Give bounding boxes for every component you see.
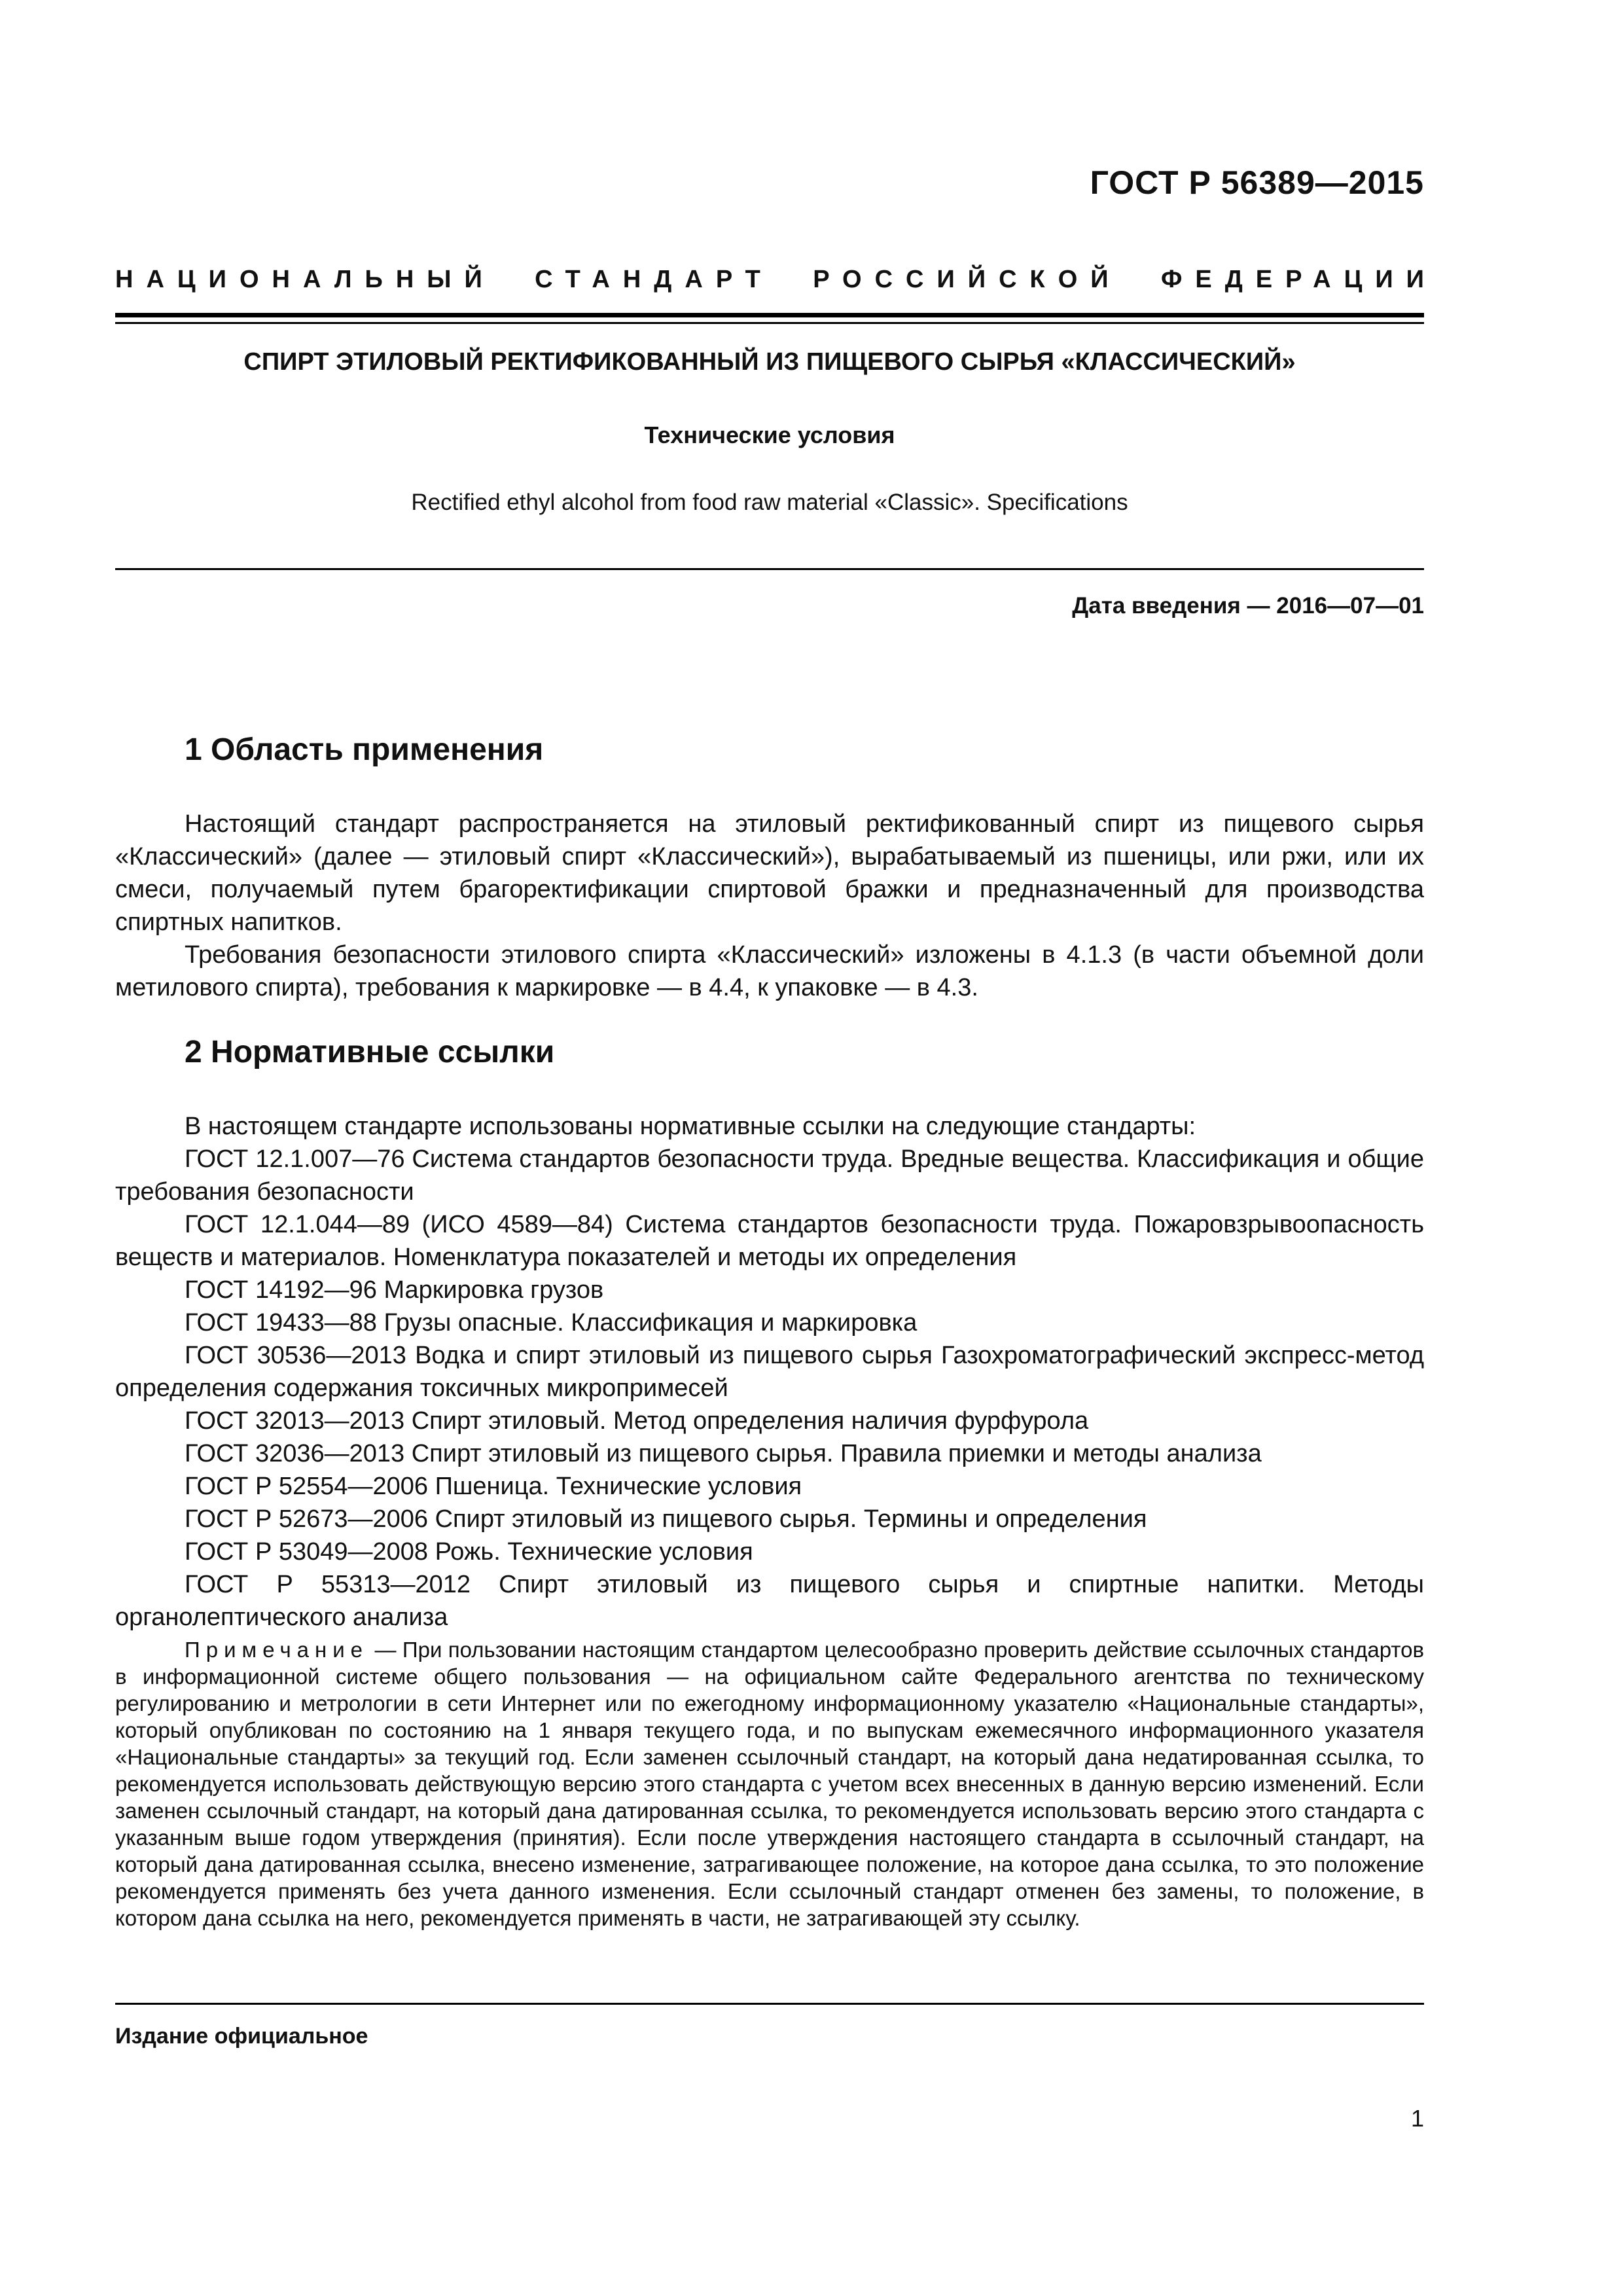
note-paragraph bbox=[115, 1636, 1424, 1931]
document-subtitle: Технические условия bbox=[644, 422, 895, 448]
banner-word: НАЦИОНАЛЬНЫЙ bbox=[115, 266, 495, 293]
document-title-english: Rectified ethyl alcohol from food raw material «Classic». Specifications bbox=[411, 490, 1128, 515]
note-label: Примечание bbox=[185, 1638, 369, 1662]
header-rule-thin bbox=[115, 322, 1424, 324]
reference-item: ГОСТ 12.1.007—76 Система стандартов безопасности труда. Вредные вещества. Классификация и общие требования безопасности bbox=[115, 1145, 1424, 1206]
reference-item: ГОСТ Р 53049—2008 Рожь. Технические условия bbox=[185, 1538, 753, 1566]
reference-item: ГОСТ Р 52554—2006 Пшеница. Технические условия bbox=[185, 1473, 802, 1500]
note-text: — При пользовании настоящим стандартом целесообразно проверить действие ссылочных стандартов в информационной системе общего пользования — на официальном сайте Федерального агентства по техническому регулированию и метрологии в сети Интернет или по ежегодному информационному указателю «Национальные стандарты», который опубликован по состоянию на 1 января текущего года, и по выпускам ежемесячного информационного указателя «Национальные стандарты» за текущий год. Если заменен ссылочный стандарт, на который дана недатированная ссылка, то рекомендуется использовать действующую версию этого стандарта с учетом всех внесенных в данную версию изменений. Если заменен ссылочный стандарт, на который дана датированная ссылка, то рекомендуется использовать версию этого стандарта с указанным выше годом утверждения (принятия). Если после утверждения настоящего стандарта в ссылочный стандарт, на который дана датированная ссылка, внесено изменение, затрагивающее положение, на которое дана ссылка, то это положение рекомендуется применять без учета данного изменения. Если ссылочный стандарт отменен без замены, то положение, в котором дана ссылка на него, рекомендуется применять в части, не затрагивающей эту ссылку. bbox=[115, 1638, 1424, 1930]
introduction-date: Дата введения — 2016—07—01 bbox=[1072, 593, 1424, 619]
section-2-heading: 2 Нормативные ссылки bbox=[185, 1035, 555, 1069]
page-number: 1 bbox=[1410, 2105, 1424, 2132]
section-1-heading: 1 Область применения bbox=[185, 732, 544, 767]
references-intro: В настоящем стандарте использованы нормативные ссылки на следующие стандарты: bbox=[185, 1113, 1196, 1140]
section-1-paragraph-2: Требования безопасности этилового спирта «Классический» изложены в 4.1.3 (в части объемной доли метилового спирта), требования к маркировке — в 4.4, к упаковке — в 4.3. bbox=[115, 941, 1424, 1001]
reference-item: ГОСТ Р 52673—2006 Спирт этиловый из пищевого сырья. Термины и определения bbox=[185, 1505, 1147, 1533]
document-title: СПИРТ ЭТИЛОВЫЙ РЕКТИФИКОВАННЫЙ ИЗ ПИЩЕВОГО СЫРЬЯ «КЛАССИЧЕСКИЙ» bbox=[243, 348, 1296, 376]
header-rule-thick bbox=[115, 313, 1424, 317]
footer-rule bbox=[115, 2003, 1424, 2005]
national-standard-banner bbox=[115, 266, 1437, 294]
reference-item: ГОСТ Р 55313—2012 Спирт этиловый из пищевого сырья и спиртные напитки. Методы органолептического анализа bbox=[115, 1571, 1424, 1631]
title-rule bbox=[115, 568, 1424, 570]
reference-item: ГОСТ 12.1.044—89 (ИСО 4589—84) Система стандартов безопасности труда. Пожаровзрывоопасность веществ и материалов. Номенклатура показателей и методы их определения bbox=[115, 1211, 1424, 1271]
section-1-paragraph-1: Настоящий стандарт распространяется на этиловый ректификованный спирт из пищевого сырья «Классический» (далее — этиловый спирт «Классический»), вырабатываемый из пшеницы, или ржи, или их смеси, получаемый путем брагоректификации спиртовой бражки и предназначенный для производства спиртных напитков. bbox=[115, 810, 1424, 936]
banner-word: РОССИЙСКОЙ bbox=[813, 266, 1122, 293]
banner-word: ФЕДЕРАЦИИ bbox=[1160, 266, 1437, 293]
reference-item: ГОСТ 14192—96 Маркировка грузов bbox=[185, 1276, 604, 1304]
banner-word: СТАНДАРТ bbox=[535, 266, 774, 293]
document-code: ГОСТ Р 56389—2015 bbox=[1090, 164, 1424, 201]
reference-item: ГОСТ 32013—2013 Спирт этиловый. Метод определения наличия фурфурола bbox=[185, 1407, 1089, 1435]
reference-item: ГОСТ 32036—2013 Спирт этиловый из пищевого сырья. Правила приемки и методы анализа bbox=[185, 1440, 1262, 1467]
reference-item: ГОСТ 19433—88 Грузы опасные. Классификация и маркировка bbox=[185, 1309, 918, 1336]
normative-references bbox=[115, 1110, 1424, 1634]
official-edition-label: Издание официальное bbox=[115, 2024, 368, 2049]
reference-item: ГОСТ 30536—2013 Водка и спирт этиловый из пищевого сырья Газохроматографический экспресс-метод определения содержания токсичных микропримесей bbox=[115, 1342, 1424, 1402]
